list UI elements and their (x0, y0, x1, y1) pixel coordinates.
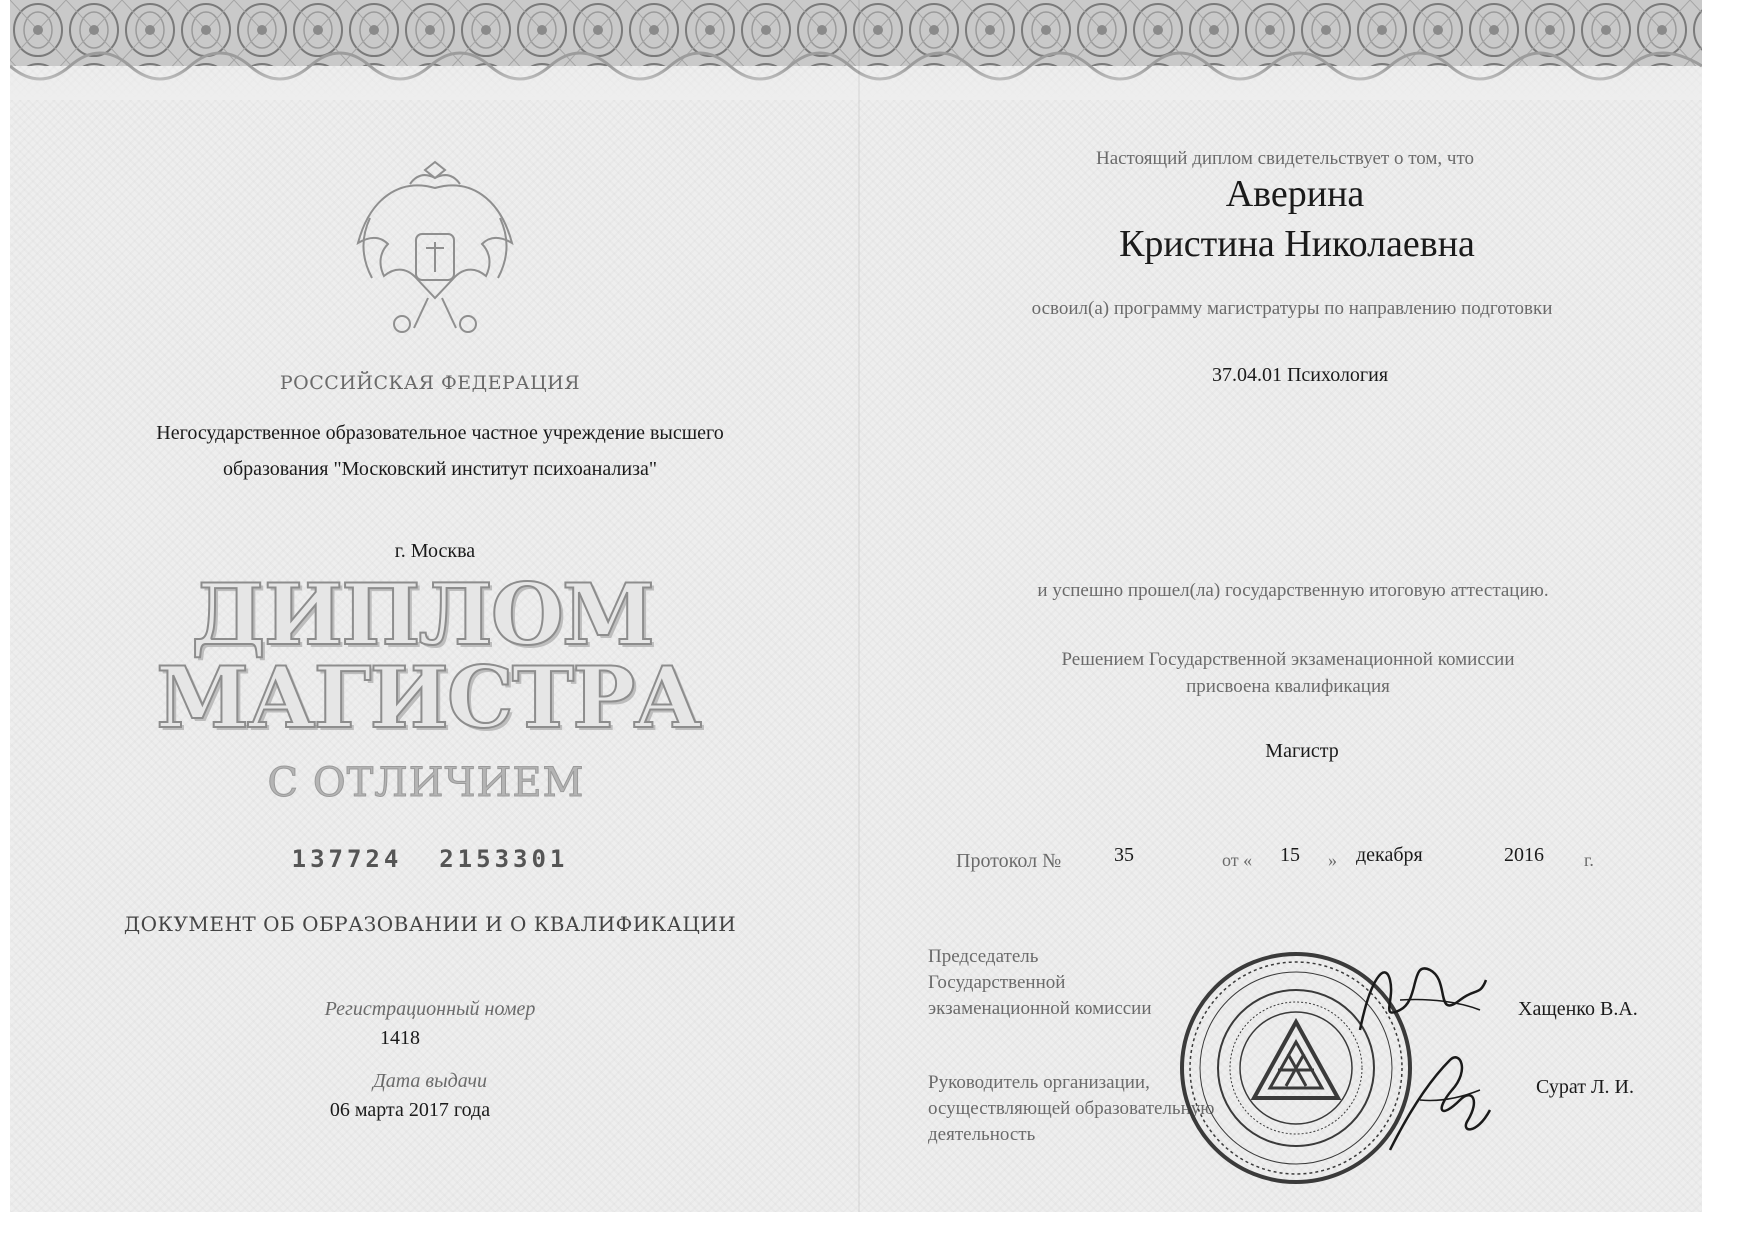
decision-line-2: присвоена квалификация (1186, 676, 1390, 697)
graduate-given-names: Кристина Николаевна (1119, 223, 1475, 265)
protocol-year-suffix: г. (1584, 850, 1594, 870)
country-name: РОССИЙСКАЯ ФЕДЕРАЦИЯ (279, 372, 581, 394)
program-name: 37.04.01 Психология (1211, 364, 1389, 386)
diploma-sheet (10, 0, 1702, 1212)
chair-title-line-1: Председатель (928, 946, 1039, 967)
protocol-day-close: » (1328, 850, 1337, 870)
document-type: ДОКУМЕНТ ОБ ОБРАЗОВАНИИ И О КВАЛИФИКАЦИИ (123, 912, 737, 936)
institution-line-1: Негосударственное образовательное частное учреждение высшего (156, 422, 724, 444)
decision-line-1: Решением Государственной экзаменационной комиссии (1061, 649, 1515, 670)
registration-label: Регистрационный номер (324, 998, 536, 1020)
signature-icon (1340, 940, 1490, 1050)
chair-name: Хащенко В.А. (1518, 998, 1638, 1020)
protocol-number: 35 (1114, 844, 1134, 866)
head-title-line-2: осуществляющей образовательную (928, 1098, 1215, 1119)
issue-date-label: Дата выдачи (372, 1070, 488, 1092)
qualification: Магистр (1265, 740, 1339, 762)
coat-of-arms-icon (340, 148, 530, 340)
program-text: освоил(а) программу магистратуры по направлению подготовки (1031, 298, 1553, 319)
protocol-year: 2016 (1504, 844, 1544, 866)
graduate-surname: Аверина (1225, 173, 1365, 215)
distinction-label: С ОТЛИЧИЕМ (267, 760, 585, 806)
attestation-text: и успешно прошел(ла) государственную итоговую аттестацию. (1037, 580, 1549, 601)
diploma-title-line-2: МАГИСТРА (156, 648, 700, 747)
protocol-month: декабря (1356, 844, 1423, 866)
protocol-day: 15 (1280, 844, 1300, 866)
institution-line-2: образования "Московский институт психоанализа" (222, 458, 658, 480)
protocol-label: Протокол № (956, 850, 1062, 872)
chair-title-line-2: Государственной (928, 972, 1066, 993)
issue-date: 06 марта 2017 года (329, 1099, 491, 1121)
head-name: Сурат Л. И. (1536, 1076, 1634, 1098)
head-title-line-3: деятельность (928, 1124, 1036, 1145)
certifies-text: Настоящий диплом свидетельствует о том, что (1095, 148, 1475, 169)
signature-icon (1380, 1040, 1500, 1160)
chair-title-line-3: экзаменационной комиссии (928, 998, 1152, 1019)
head-title-line-1: Руководитель организации, (928, 1072, 1150, 1093)
protocol-from-label: от « (1222, 850, 1253, 870)
center-fold (858, 0, 860, 1212)
serial-number: 137724 2153301 (291, 845, 569, 873)
diploma-title-line-1: ДИПЛОМ (191, 565, 653, 664)
city: г. Москва (394, 540, 476, 562)
registration-number: 1418 (380, 1027, 420, 1049)
guilloche-band-icon (10, 0, 1702, 100)
